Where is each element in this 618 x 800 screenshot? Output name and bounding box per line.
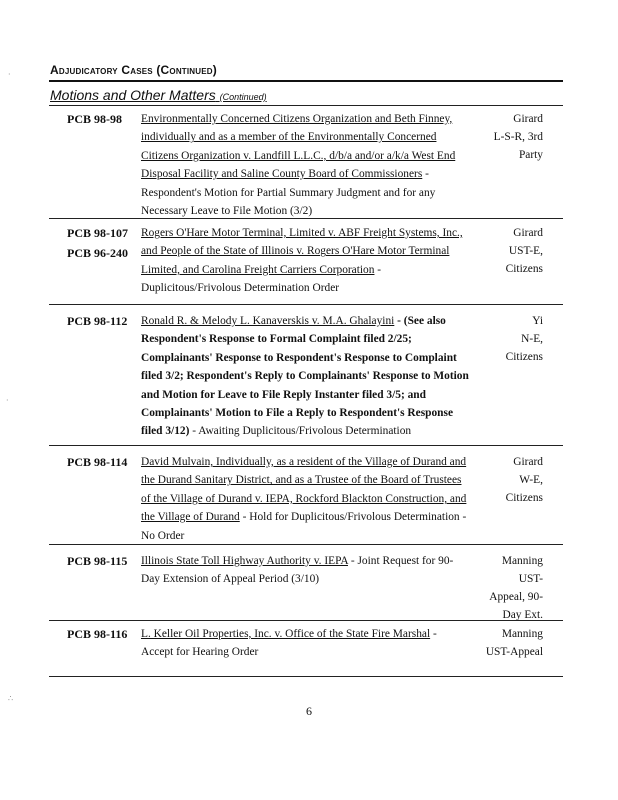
case-number: PCB 98-116 <box>67 627 128 641</box>
case-action: - Accept for Hearing Order <box>141 628 437 659</box>
board-member: Girard <box>513 456 543 468</box>
case-meta <box>463 625 543 661</box>
case-number: PCB 98-112 <box>67 314 128 328</box>
case-description <box>141 312 471 441</box>
entry-divider <box>49 445 563 446</box>
case-action: - Joint Request for 90-Day Extension of Appeal Period (3/10) <box>141 555 454 586</box>
case-type: UST- <box>518 573 543 585</box>
case-title: L. Keller Oil Properties, Inc. v. Office of the State Fire Marshal <box>141 628 431 640</box>
case-type: Citizens <box>505 492 543 504</box>
case-title: Environmentally Concerned Citizens Organization and Beth Finney, individually and as a member of the Environmentally Concerned Citizens Organization v. Landfill L.L.C., d/b/a and/or a/k/a West End Disposal Facility and Saline County Board of Commissioners <box>141 113 456 181</box>
case-description <box>141 110 471 220</box>
case-type: Appeal, 90- <box>489 591 543 603</box>
page-header-title: Adjudicatory Cases (Continued) <box>50 63 217 77</box>
case-action: - Awaiting Duplicitous/Frivolous Determination <box>189 425 412 438</box>
case-title: Rogers O'Hare Motor Terminal, Limited v. ABF Freight Systems, Inc., and People of the State of Illinois v. Rogers O'Hare Motor Terminal Limited, and Carolina Freight Carriers Corporation <box>141 227 463 276</box>
case-meta <box>463 110 543 164</box>
board-member: Girard <box>513 113 543 125</box>
case-meta <box>463 312 543 366</box>
case-description <box>141 224 471 298</box>
header-rule <box>49 80 563 82</box>
page-number: 6 <box>306 704 312 718</box>
case-description <box>141 453 471 545</box>
entry-divider <box>49 218 563 219</box>
entry-divider <box>49 676 563 677</box>
case-type: UST-Appeal <box>485 646 543 658</box>
case-number: PCB 98-107 <box>67 226 128 240</box>
case-type: N-E, <box>521 333 543 345</box>
case-action: - Duplicitous/Frivolous Determination Order <box>141 263 382 295</box>
case-description <box>141 552 471 589</box>
case-title: Illinois State Toll Highway Authority v. IEPA <box>141 555 348 567</box>
case-meta <box>463 552 543 624</box>
case-type: UST-E, <box>508 245 543 257</box>
entry-divider <box>49 304 563 305</box>
section-title <box>50 87 267 103</box>
entry-divider <box>49 620 563 621</box>
case-title: David Mulvain, Individually, as a resident of the Village of Durand and the Durand Sanitary District, and as a Trustee of the Board of Trustees of the Village of Durand v. IEPA, Rockford Blackton Construction, and the Village of Durand <box>141 456 467 524</box>
case-type: Citizens <box>505 263 543 275</box>
case-number: PCB 98-115 <box>67 554 128 568</box>
case-type: Day Ext. <box>502 609 543 621</box>
case-filings-note: - (See also Respondent's Response to Formal Complaint filed 2/25; Complainants' Response to Respondent's Response to Complaint filed 3/2; Respondent's Reply to Complainants' Response to Motion and Motion for Leave to File Reply Instanter filed 3/5; and Complainants' Motion to File a Reply to Respondent's Response filed 3/12) <box>141 315 469 438</box>
case-type: L-S-R, 3rd <box>493 131 543 143</box>
case-number: PCB 96-240 <box>67 246 128 260</box>
case-number: PCB 98-98 <box>67 112 122 126</box>
board-member: Yi <box>532 315 543 327</box>
scan-speck: · <box>8 70 11 79</box>
case-type: Party <box>518 149 543 161</box>
board-member: Manning <box>501 628 543 640</box>
section-subtitle: (Continued) <box>219 92 267 102</box>
case-title: Ronald R. & Melody L. Kanaverskis v. M.A. Ghalayini <box>141 315 395 327</box>
case-number: PCB 98-114 <box>67 455 128 469</box>
section-title-text: Motions and Other Matters <box>50 87 216 103</box>
case-type: W-E, <box>519 474 543 486</box>
board-member: Girard <box>513 227 543 239</box>
case-action: - Respondent's Motion for Partial Summary Judgment and for any Necessary Leave to File Motion (3/2) <box>141 168 436 218</box>
entry-divider <box>49 544 563 545</box>
scan-speck: · <box>6 396 9 405</box>
case-description <box>141 625 471 662</box>
case-meta <box>463 224 543 278</box>
case-meta <box>463 453 543 507</box>
board-member: Manning <box>501 555 543 567</box>
section-rule <box>49 105 563 106</box>
case-action: - Hold for Duplicitous/Frivolous Determination - No Order <box>141 511 467 542</box>
case-type: Citizens <box>505 351 543 363</box>
scan-speck: ∴ <box>8 694 14 703</box>
